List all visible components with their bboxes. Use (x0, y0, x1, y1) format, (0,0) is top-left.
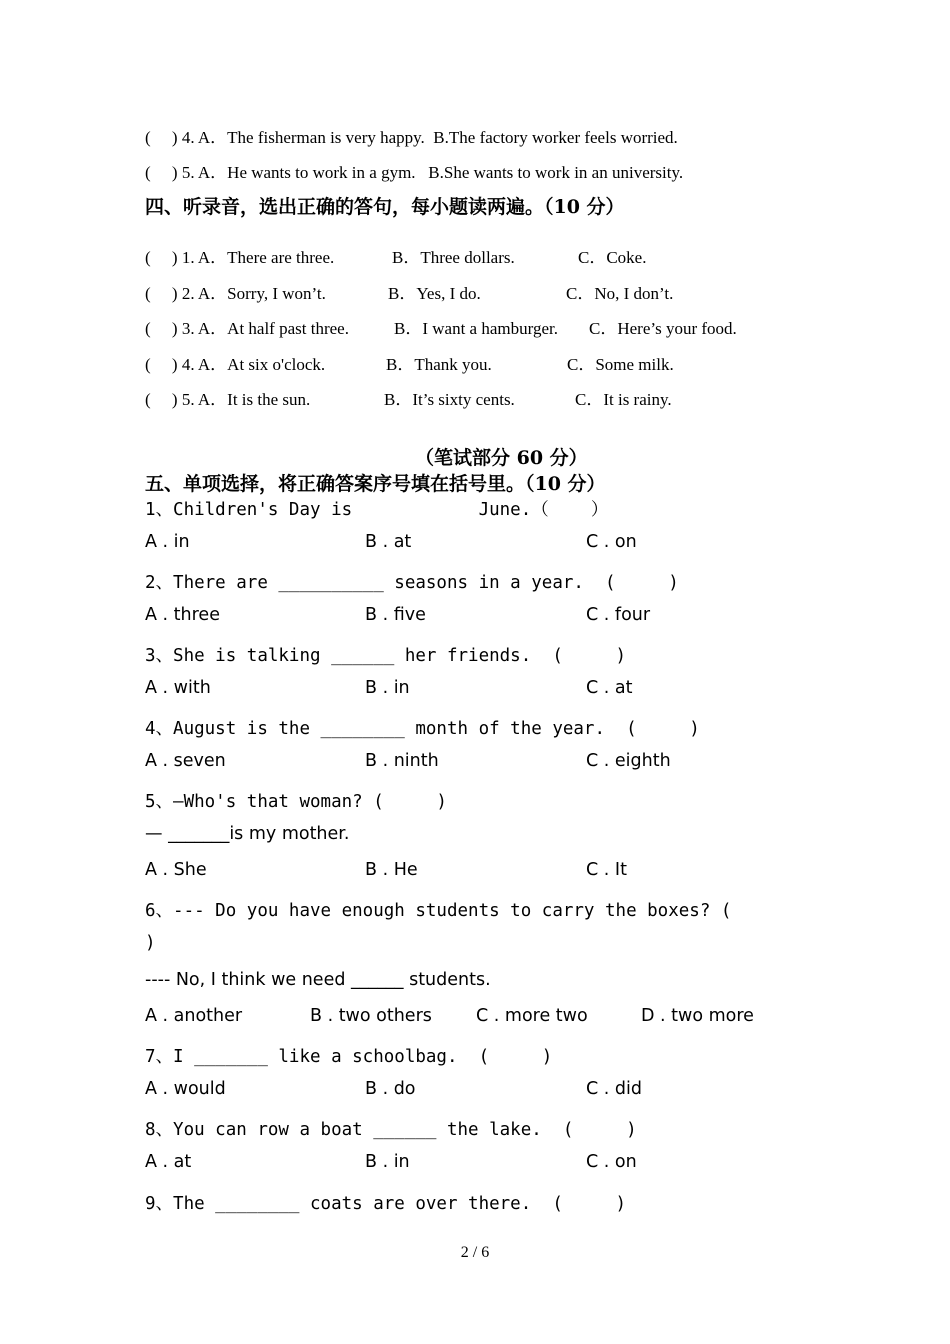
option-c: C . on (586, 532, 637, 552)
question-4: 4、August is the ________ month of the year. ( ) (145, 719, 700, 739)
option-d: D . two more (641, 1006, 754, 1026)
item-lead: ( ) 2. A．Sorry, I won’t. (145, 284, 326, 303)
option-b: B．Thank you. (386, 355, 492, 374)
option-a: A . seven (145, 751, 226, 771)
question-5: 5、—Who's that woman? ( ) (145, 792, 447, 812)
option-c: C . did (586, 1079, 642, 1099)
page-number: 2 / 6 (460, 1244, 490, 1261)
section-4-title: 四、听录音，选出正确的答句，每小题读两遍。（10 分） (145, 196, 625, 218)
listening-item-4: ( ) 4. A．The fisherman is very happy. B.The factory worker feels worried. (145, 128, 678, 147)
option-c: C．Some milk. (567, 355, 674, 374)
question-6: 6、--- Do you have enough students to carry the boxes? ( (145, 901, 732, 921)
option-c: C . at (586, 678, 633, 698)
item-lead: ( ) 5. A．It is the sun. (145, 390, 311, 409)
option-b: B . two others (310, 1006, 432, 1026)
option-b: B . He (365, 860, 418, 880)
option-a: A . three (145, 605, 220, 625)
question-6-answer-line: ---- No, I think we need ______ students. (145, 970, 491, 990)
option-c: C．It is rainy. (575, 390, 672, 409)
item-lead: ( ) 1. A．There are three. (145, 248, 335, 267)
option-c: C . eighth (586, 751, 671, 771)
item-lead: ( ) 4. A．At six o'clock. (145, 355, 326, 374)
option-a: A . another (145, 1006, 243, 1026)
question-1: 1、Children's Day is June.（ ） (145, 500, 609, 520)
option-c: C . four (586, 605, 651, 625)
option-b: B．Yes, I do. (388, 284, 481, 303)
option-b: B . ninth (365, 751, 439, 771)
section-5-title: 五、单项选择，将正确答案序号填在括号里。（10 分） (145, 473, 606, 495)
option-c: C．No, I don’t. (566, 284, 674, 303)
option-b: B . in (365, 1152, 410, 1172)
option-a: A . would (145, 1079, 226, 1099)
option-b: B . do (365, 1079, 416, 1099)
question-3: 3、She is talking ______ her friends. ( ) (145, 646, 627, 666)
option-b: B . in (365, 678, 410, 698)
option-a: A . She (145, 860, 207, 880)
item-lead: ( ) 3. A．At half past three. (145, 319, 349, 338)
question-5-answer-line: — _______is my mother. (145, 824, 350, 844)
written-part-heading: （笔试部分 60 分） (415, 447, 588, 469)
question-9: 9、The ________ coats are over there. ( ) (145, 1194, 627, 1214)
option-a: A . with (145, 678, 211, 698)
option-c: C . more two (476, 1006, 588, 1026)
question-8: 8、You can row a boat ______ the lake. ( ) (145, 1120, 637, 1140)
option-b: B．I want a hamburger. (394, 319, 558, 338)
option-a: A . in (145, 532, 190, 552)
question-6-continued: ) (145, 933, 156, 953)
option-b: B．It’s sixty cents. (384, 390, 515, 409)
option-b: B . five (365, 605, 426, 625)
option-c: C . It (586, 860, 627, 880)
question-2: 2、There are __________ seasons in a year. ( ) (145, 573, 679, 593)
question-7: 7、I _______ like a schoolbag. ( ) (145, 1047, 553, 1067)
option-c: C . on (586, 1152, 637, 1172)
option-c: C．Here’s your food. (589, 319, 737, 338)
option-c: C．Coke. (578, 248, 647, 267)
listening-item-5: ( ) 5. A．He wants to work in a gym. B.She wants to work in an university. (145, 163, 684, 182)
option-a: A . at (145, 1152, 192, 1172)
option-b: B．Three dollars. (392, 248, 515, 267)
option-b: B . at (365, 532, 412, 552)
